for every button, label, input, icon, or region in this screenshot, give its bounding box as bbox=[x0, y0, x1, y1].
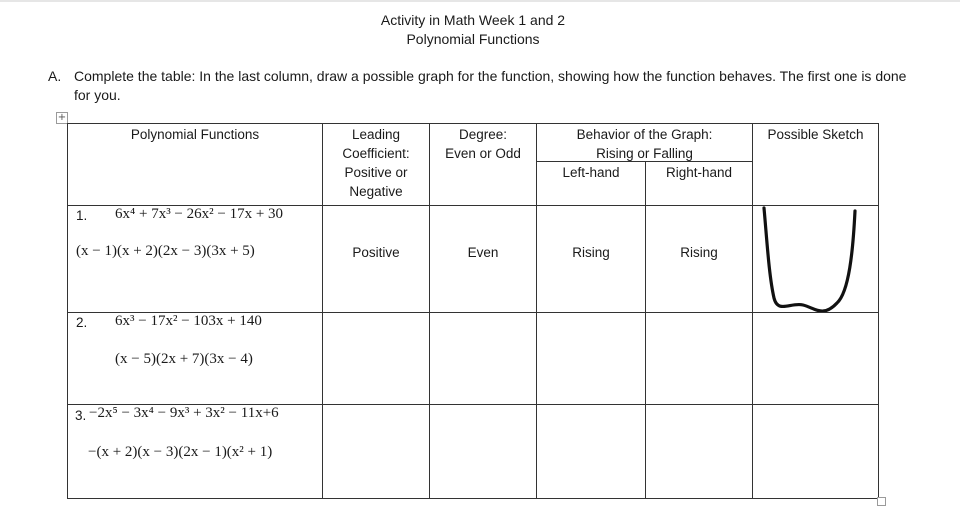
instruction-line1: Complete the table: In the last column, draw a possible graph for the function, showing how the function behaves. The first one is done bbox=[74, 68, 907, 84]
degree-cell: Even bbox=[467, 245, 499, 260]
instruction-line2: for you. bbox=[74, 87, 121, 103]
row-number: 1. bbox=[76, 208, 88, 223]
polynomial-factored: −(x + 2)(x − 3)(2x − 1)(x² + 1) bbox=[88, 444, 273, 460]
grid-line bbox=[67, 498, 879, 499]
polynomial-expanded: −2x⁵ − 3x⁴ − 9x³ + 3x² − 11x+6 bbox=[89, 405, 279, 421]
document-subtitle: Polynomial Functions bbox=[406, 31, 540, 47]
header-right-hand: Right-hand bbox=[665, 165, 733, 180]
header-degree bbox=[430, 125, 536, 163]
polynomial-factored: (x − 1)(x + 2)(2x − 3)(3x + 5) bbox=[76, 243, 255, 259]
grid-line bbox=[67, 123, 879, 124]
header-leading-line: Negative bbox=[349, 184, 403, 199]
grid-line bbox=[429, 123, 430, 499]
header-degree-line: Degree: bbox=[458, 127, 508, 142]
polynomial-expanded: 6x³ − 17x² − 103x + 140 bbox=[115, 313, 262, 329]
leading-coefficient-cell: Positive bbox=[352, 245, 400, 260]
header-leading-line: Leading bbox=[351, 127, 401, 142]
window-top-edge bbox=[0, 0, 960, 2]
table-resize-handle[interactable] bbox=[877, 497, 886, 506]
instruction-paragraph bbox=[48, 67, 928, 105]
header-degree-line: Even or Odd bbox=[445, 146, 521, 161]
grid-line bbox=[67, 123, 68, 499]
row-number: 3. bbox=[75, 408, 87, 423]
instruction-label: A. bbox=[48, 68, 62, 84]
header-left-hand: Left-hand bbox=[562, 165, 620, 180]
header-leading-line: Coefficient: bbox=[342, 146, 410, 161]
right-hand-cell: Rising bbox=[680, 245, 718, 260]
left-hand-cell: Rising bbox=[572, 245, 610, 260]
header-behavior bbox=[537, 125, 752, 163]
table-move-handle-icon[interactable]: + bbox=[57, 112, 67, 123]
header-leading bbox=[323, 125, 429, 201]
header-behavior-line: Behavior of the Graph: bbox=[576, 127, 713, 142]
w-curve-sketch-icon bbox=[753, 206, 878, 312]
header-sketch: Possible Sketch bbox=[767, 127, 864, 142]
header-leading-line: Positive or bbox=[344, 165, 408, 180]
document-title: Activity in Math Week 1 and 2 bbox=[380, 12, 566, 28]
grid-line bbox=[645, 161, 646, 499]
header-functions: Polynomial Functions bbox=[130, 127, 260, 142]
polynomial-expanded: 6x⁴ + 7x³ − 26x² − 17x + 30 bbox=[115, 206, 284, 222]
grid-line bbox=[878, 123, 879, 499]
header-behavior-line: Rising or Falling bbox=[596, 146, 693, 161]
polynomial-factored: (x − 5)(2x + 7)(3x − 4) bbox=[115, 351, 253, 367]
row-number: 2. bbox=[76, 315, 88, 330]
